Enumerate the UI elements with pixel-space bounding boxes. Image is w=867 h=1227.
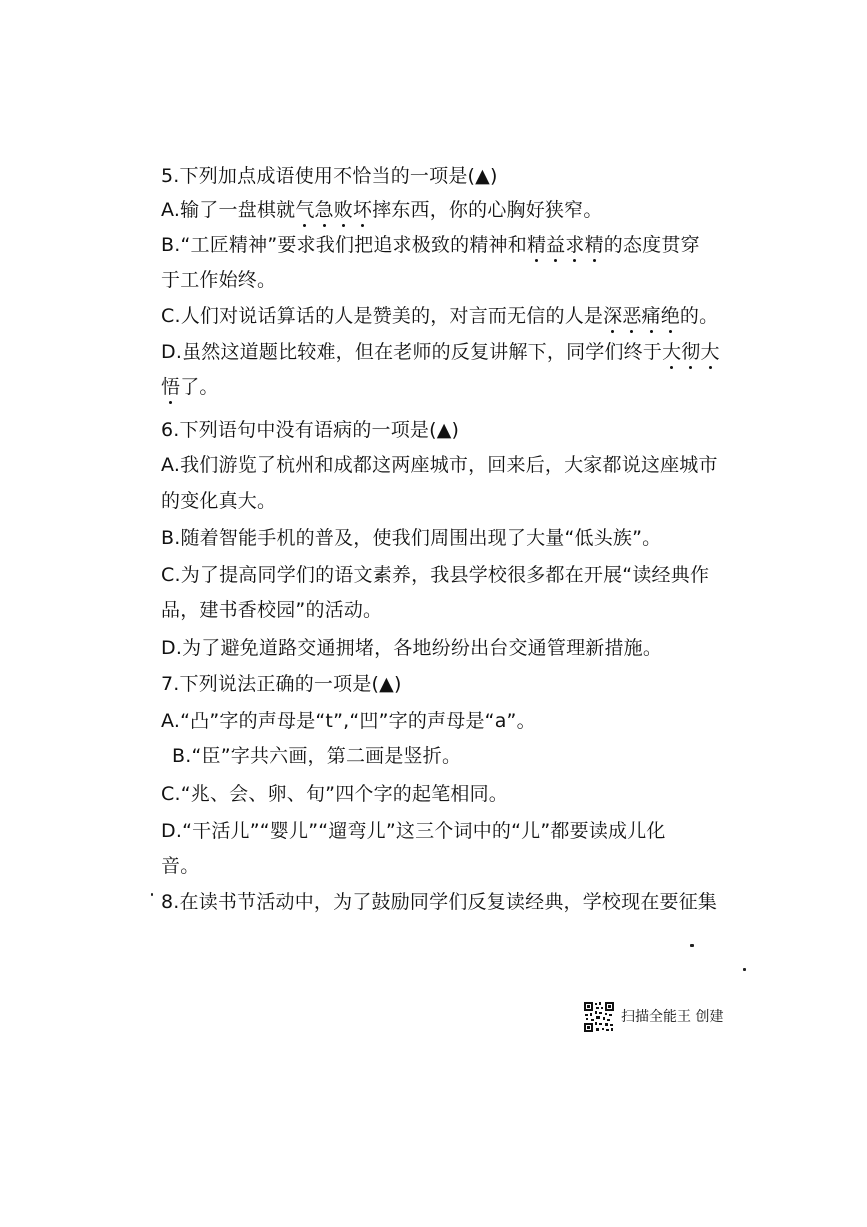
question-6-option-d: D.为了避免道路交通拥堵，各地纷纷出台交通管理新措施。 bbox=[161, 637, 663, 659]
emphasis-dot-char: 求 bbox=[565, 234, 585, 256]
question-5-option-d-line2: 悟了。 bbox=[161, 376, 219, 398]
question-8-stem: 8.在读书节活动中，为了鼓励同学们反复读经典，学校现在要征集 bbox=[161, 891, 718, 913]
question-5-option-b-line1: B.“工匠精神”要求我们把追求极致的精神和精益求精的态度贯穿 bbox=[161, 234, 700, 256]
emphasis-dot-char: 精 bbox=[584, 234, 604, 256]
emphasis-dot-char: 败 bbox=[333, 199, 353, 221]
question-7-option-b: B.“臣”字共六画，第二画是竖折。 bbox=[172, 745, 462, 767]
emphasis-dot-char: 大 bbox=[662, 341, 682, 363]
emphasis-dot-char: 深 bbox=[603, 305, 623, 327]
question-7-option-a: A.“凸”字的声母是“t”,“凹”字的声母是“a”。 bbox=[161, 710, 536, 732]
question-6-option-c-line2: 品，建书香校园”的活动。 bbox=[161, 599, 383, 621]
scan-speck bbox=[151, 893, 153, 896]
emphasis-dot-char: 悟 bbox=[161, 376, 181, 398]
qr-code-icon bbox=[583, 1001, 615, 1033]
dotted-idiom bbox=[662, 341, 720, 363]
emphasis-dot-char: 益 bbox=[546, 234, 566, 256]
question-5-option-d-line1: D.虽然这道题比较难，但在老师的反复讲解下，同学们终于大彻大 bbox=[161, 341, 720, 363]
emphasis-dot-char: 精 bbox=[526, 234, 547, 256]
scanner-watermark bbox=[583, 1001, 723, 1033]
question-6-option-a-line2: 的变化真大。 bbox=[161, 490, 277, 512]
emphasis-dot-char: 气 bbox=[295, 199, 315, 221]
scan-speck bbox=[743, 968, 746, 971]
question-5-option-b-line2: 于工作始终。 bbox=[161, 269, 277, 291]
emphasis-dot-char: 痛 bbox=[641, 305, 661, 327]
dotted-idiom bbox=[161, 376, 180, 398]
question-5-option-a: A.输了一盘棋就气急败坏摔东西，你的心胸好狭窄。 bbox=[161, 199, 603, 221]
scan-speck bbox=[690, 944, 694, 947]
question-5-stem: 5.下列加点成语使用不恰当的一项是(▲) bbox=[161, 165, 498, 187]
dotted-idiom bbox=[527, 234, 604, 256]
emphasis-dot-char: 彻 bbox=[681, 341, 701, 363]
dotted-idiom bbox=[603, 305, 680, 327]
question-7-stem: 7.下列说法正确的一项是(▲) bbox=[161, 673, 402, 695]
question-7-option-d-line1: D.“干活儿”“婴儿”“遛弯儿”这三个词中的“儿”都要读成儿化 bbox=[161, 820, 666, 842]
question-7-option-d-line2: 音。 bbox=[161, 855, 200, 877]
emphasis-dot-char: 绝 bbox=[660, 305, 680, 327]
question-6-option-a-line1: A.我们游览了杭州和成都这两座城市，回来后，大家都说这座城市 bbox=[161, 454, 718, 476]
question-5-option-c: C.人们对说话算话的人是赞美的，对言而无信的人是深恶痛绝的。 bbox=[161, 305, 719, 327]
question-6-option-b: B.随着智能手机的普及，使我们周围出现了大量“低头族”。 bbox=[161, 527, 662, 549]
emphasis-dot-char: 坏 bbox=[352, 199, 373, 221]
dotted-idiom bbox=[295, 199, 372, 221]
watermark-text: 扫描全能王 创建 bbox=[621, 1009, 724, 1025]
emphasis-dot-char: 大 bbox=[700, 341, 720, 363]
emphasis-dot-char: 急 bbox=[314, 199, 334, 221]
emphasis-dot-char: 恶 bbox=[622, 305, 642, 327]
question-7-option-c: C.“兆、会、卵、旬”四个字的起笔相同。 bbox=[161, 783, 508, 805]
question-6-stem: 6.下列语句中没有语病的一项是(▲) bbox=[161, 419, 460, 441]
question-6-option-c-line1: C.为了提高同学们的语文素养，我县学校很多都在开展“读经典作 bbox=[161, 564, 710, 586]
